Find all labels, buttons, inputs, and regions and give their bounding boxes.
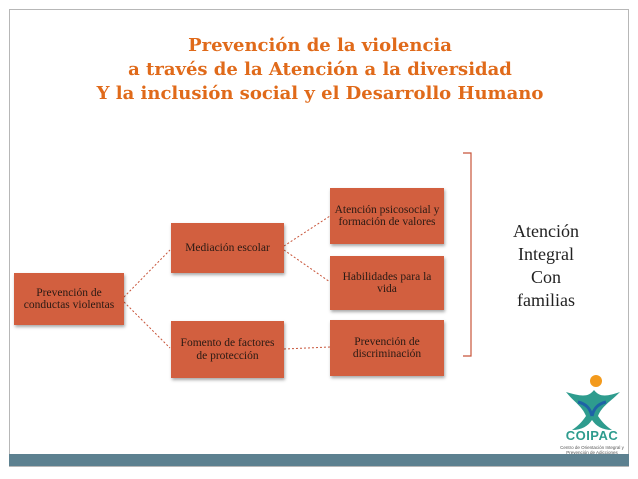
- node-mediacion-label: Mediación escolar: [185, 241, 270, 254]
- node-habilidades: [330, 256, 444, 310]
- side-text-line-3: Con: [530, 267, 561, 287]
- side-text-line-4: familias: [517, 290, 575, 310]
- node-atencion-psicosocial-label: Atención psicosocial y formación de valores: [334, 203, 440, 228]
- side-text-line-2: Integral: [518, 244, 574, 264]
- connector-mediacion-habilidades: [284, 250, 330, 282]
- side-text-line-1: Atención: [513, 221, 579, 241]
- connector-fomento-discriminacion: [284, 347, 330, 349]
- node-habilidades-label: Habilidades para la vida: [342, 270, 432, 295]
- connector-root-mediacion: [124, 250, 170, 297]
- title-line-1: Prevención de la violencia: [188, 35, 452, 56]
- title-line-3: Y la inclusión social y el Desarrollo Humano: [96, 83, 544, 104]
- title-line-2: a través de la Atención a la diversidad: [128, 59, 512, 80]
- logo-subtitle: Centro de Orientación Integral y Prevención de Adicciones: [560, 445, 624, 455]
- node-fomento: [171, 321, 284, 378]
- connector-root-fomento: [124, 302, 170, 348]
- node-discriminacion-label: Prevención de discriminación: [352, 335, 422, 360]
- node-fomento-label: Fomento de factores de protección: [180, 337, 275, 362]
- logo-name: COIPAC: [565, 428, 619, 443]
- node-discriminacion: [330, 320, 444, 376]
- node-mediacion: [171, 223, 284, 273]
- connector-mediacion-atencion: [284, 216, 330, 246]
- node-root-label: Prevención de conductas violentas: [23, 286, 115, 311]
- bracket: [463, 153, 471, 356]
- node-atencion-psicosocial: [330, 188, 444, 244]
- side-text: [496, 220, 596, 312]
- node-root: [14, 273, 124, 325]
